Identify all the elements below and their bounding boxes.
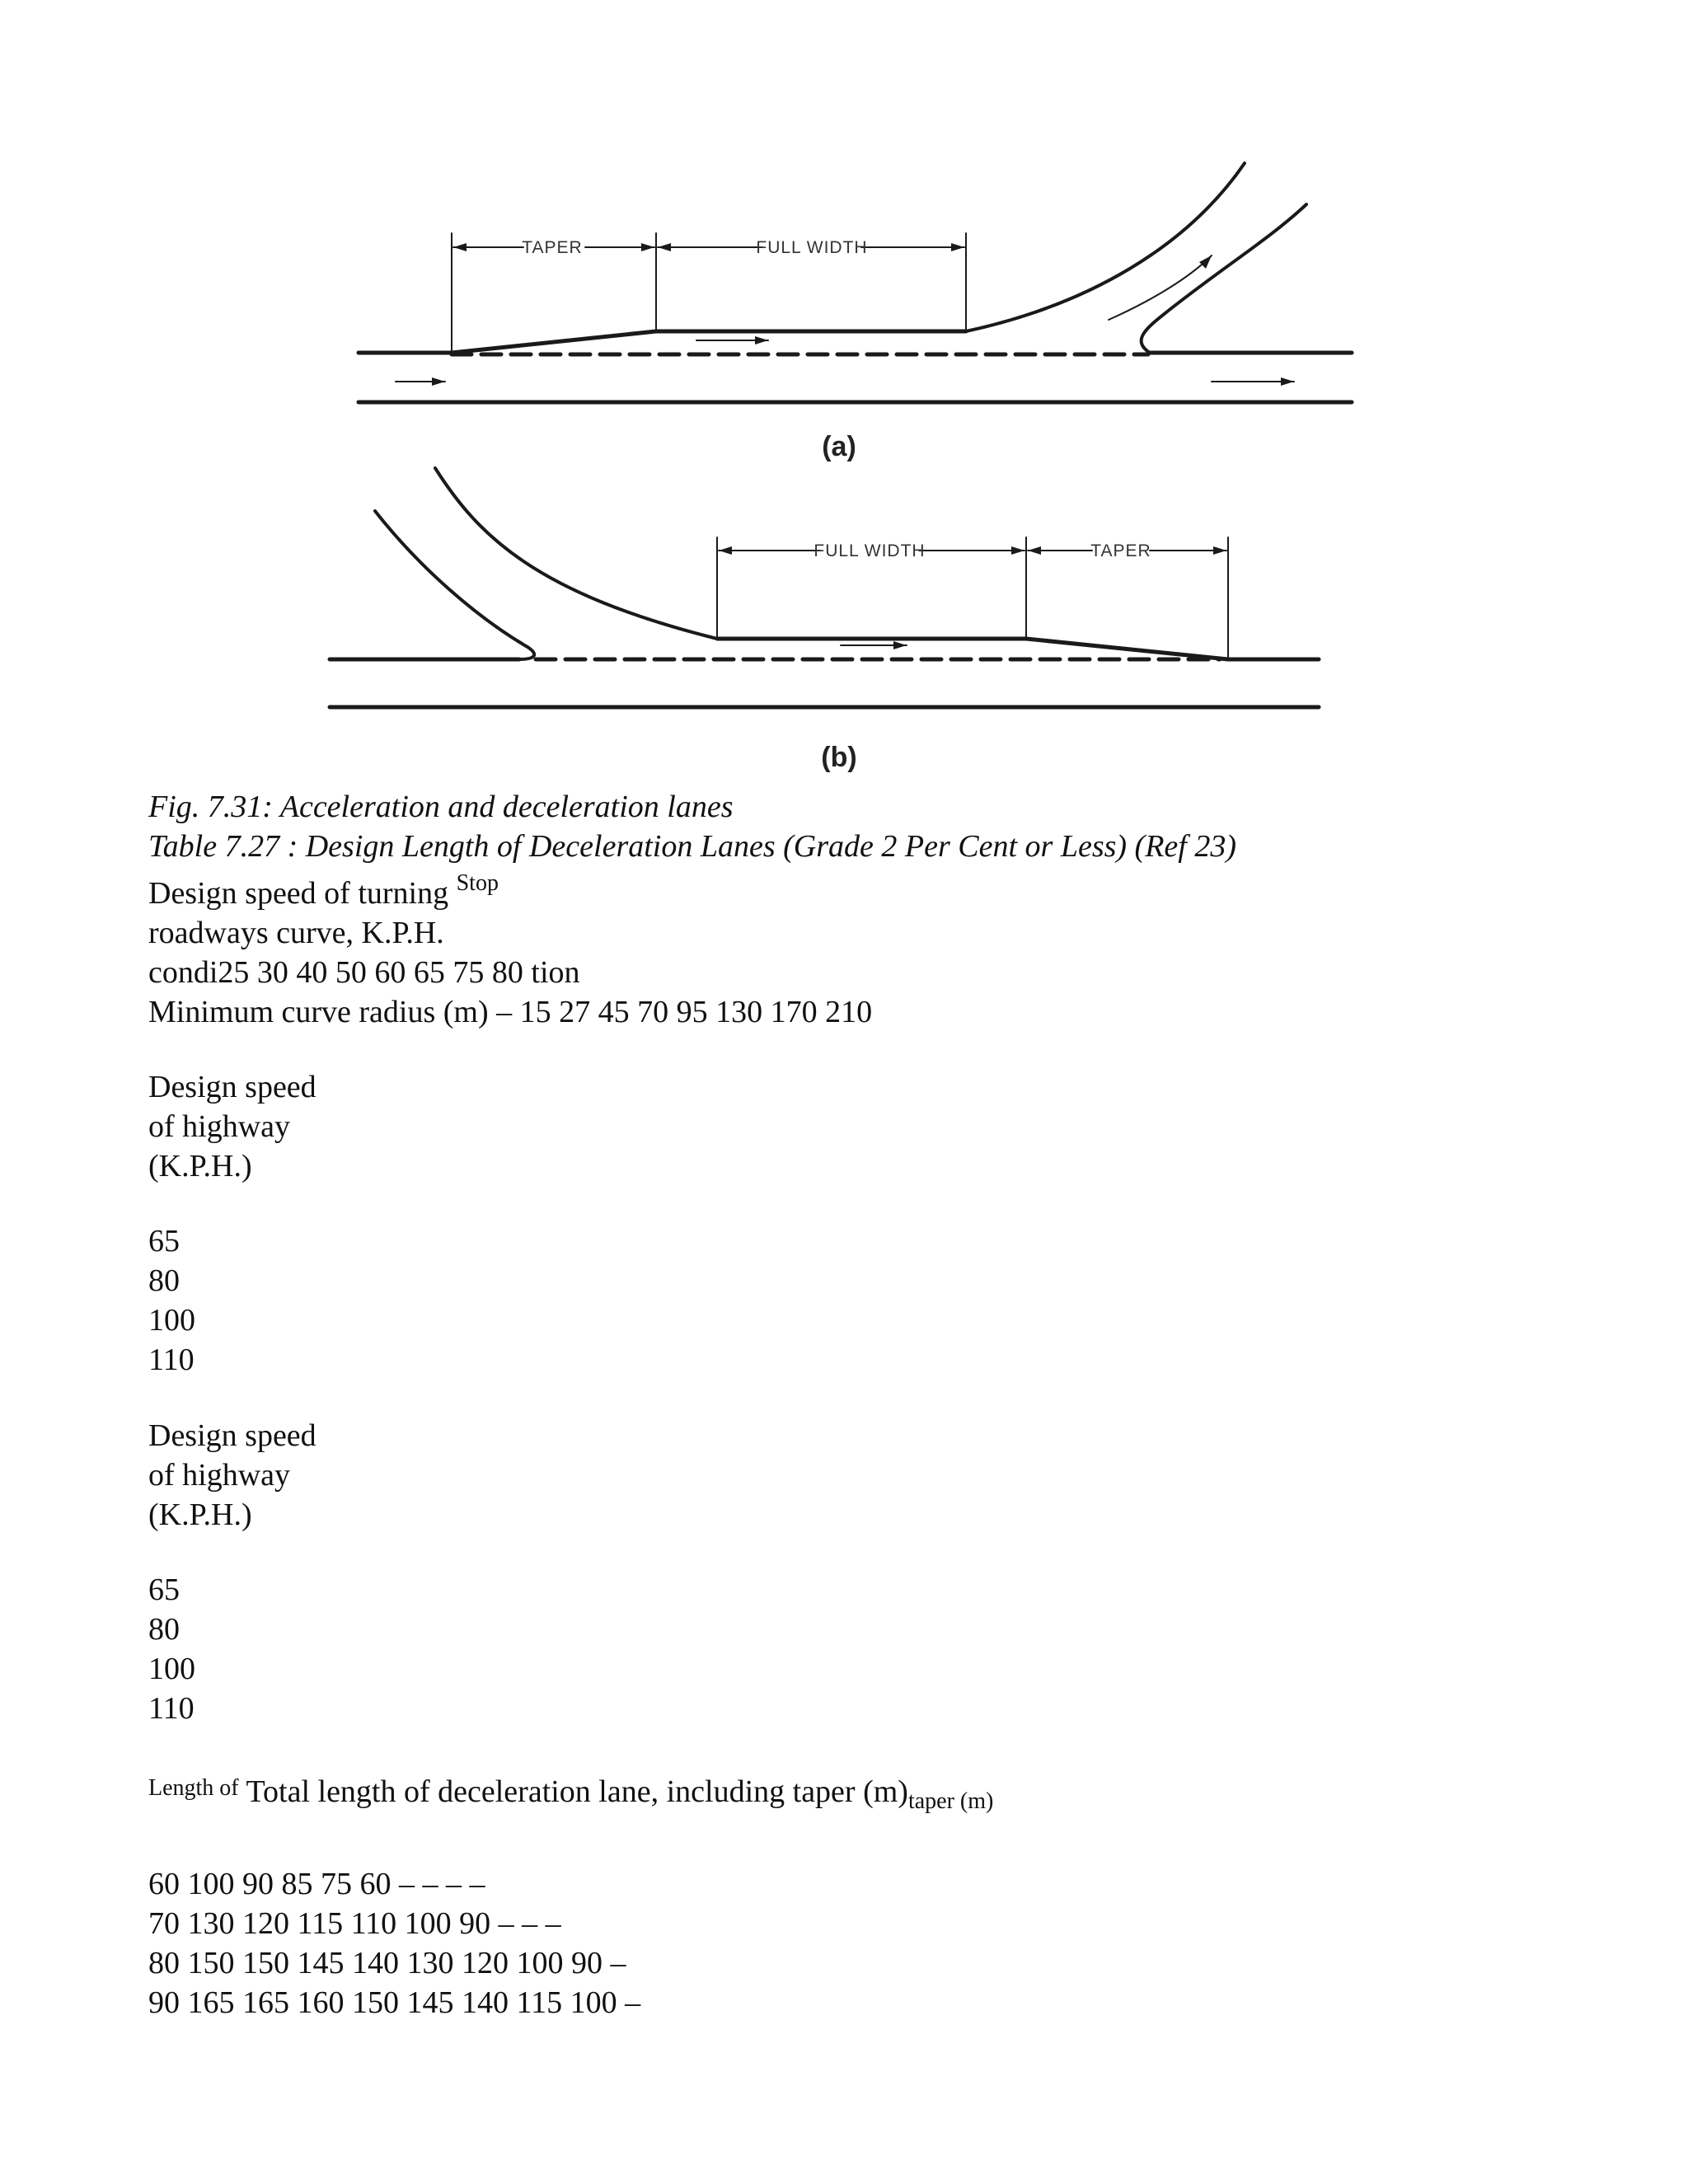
table-title: Table 7.27 : Design Length of Deceleration Lanes (Grade 2 Per Cent or Less) (Ref 23) — [148, 829, 1236, 864]
header-line-1-text: Design speed of turning — [148, 876, 449, 911]
panel-label-a: (a) — [822, 431, 856, 462]
table-row: 90 165 165 160 150 145 140 115 100 – — [148, 1985, 641, 2020]
block1-value: 100 — [148, 1303, 195, 1338]
block2-value: 80 — [148, 1612, 180, 1647]
block1-label-line: Design speed — [148, 1070, 316, 1104]
block2-label-line: Design speed — [148, 1418, 316, 1453]
panel-label-b: (b) — [821, 742, 857, 773]
header-line-4: Minimum curve radius (m) – 15 27 45 70 95 130 170 210 — [148, 995, 873, 1029]
header-stop-superscript: Stop — [456, 870, 499, 896]
block1-value: 110 — [148, 1343, 195, 1377]
header-line-3: condi25 30 40 50 60 65 75 80 tion — [148, 955, 580, 990]
length-header-line — [148, 1772, 993, 1815]
diagram-a — [359, 163, 1352, 402]
block2-value: 100 — [148, 1652, 195, 1686]
block1-value: 80 — [148, 1263, 180, 1298]
block2-label-line: (K.P.H.) — [148, 1497, 252, 1532]
block1-label-line: of highway — [148, 1109, 291, 1144]
block2-value: 110 — [148, 1691, 195, 1726]
block2-value: 65 — [148, 1572, 180, 1607]
taper-label-b: TAPER — [1090, 541, 1151, 560]
block2-label-line: of highway — [148, 1458, 291, 1493]
taper-subscript: taper (m) — [907, 1788, 994, 1814]
figure-caption: Fig. 7.31: Acceleration and deceleration lanes — [148, 790, 734, 824]
length-of-label: Length of — [148, 1775, 239, 1801]
header-line-1 — [148, 870, 499, 916]
header-line-2: roadways curve, K.P.H. — [148, 916, 444, 950]
block1-value: 65 — [148, 1224, 180, 1258]
diagram-b — [330, 468, 1319, 707]
lane-diagram — [0, 0, 1688, 791]
full-width-label-b: FULL WIDTH — [814, 541, 926, 560]
full-width-label-a: FULL WIDTH — [756, 238, 868, 257]
taper-label-a: TAPER — [522, 238, 583, 257]
table-row: 70 130 120 115 110 100 90 – – – — [148, 1906, 561, 1941]
block1-label-line: (K.P.H.) — [148, 1149, 252, 1183]
table-row: 80 150 150 145 140 130 120 100 90 – — [148, 1946, 626, 1980]
table-row: 60 100 90 85 75 60 – – – – — [148, 1867, 485, 1901]
total-length-label: Total length of deceleration lane, including taper (m) — [246, 1774, 908, 1809]
